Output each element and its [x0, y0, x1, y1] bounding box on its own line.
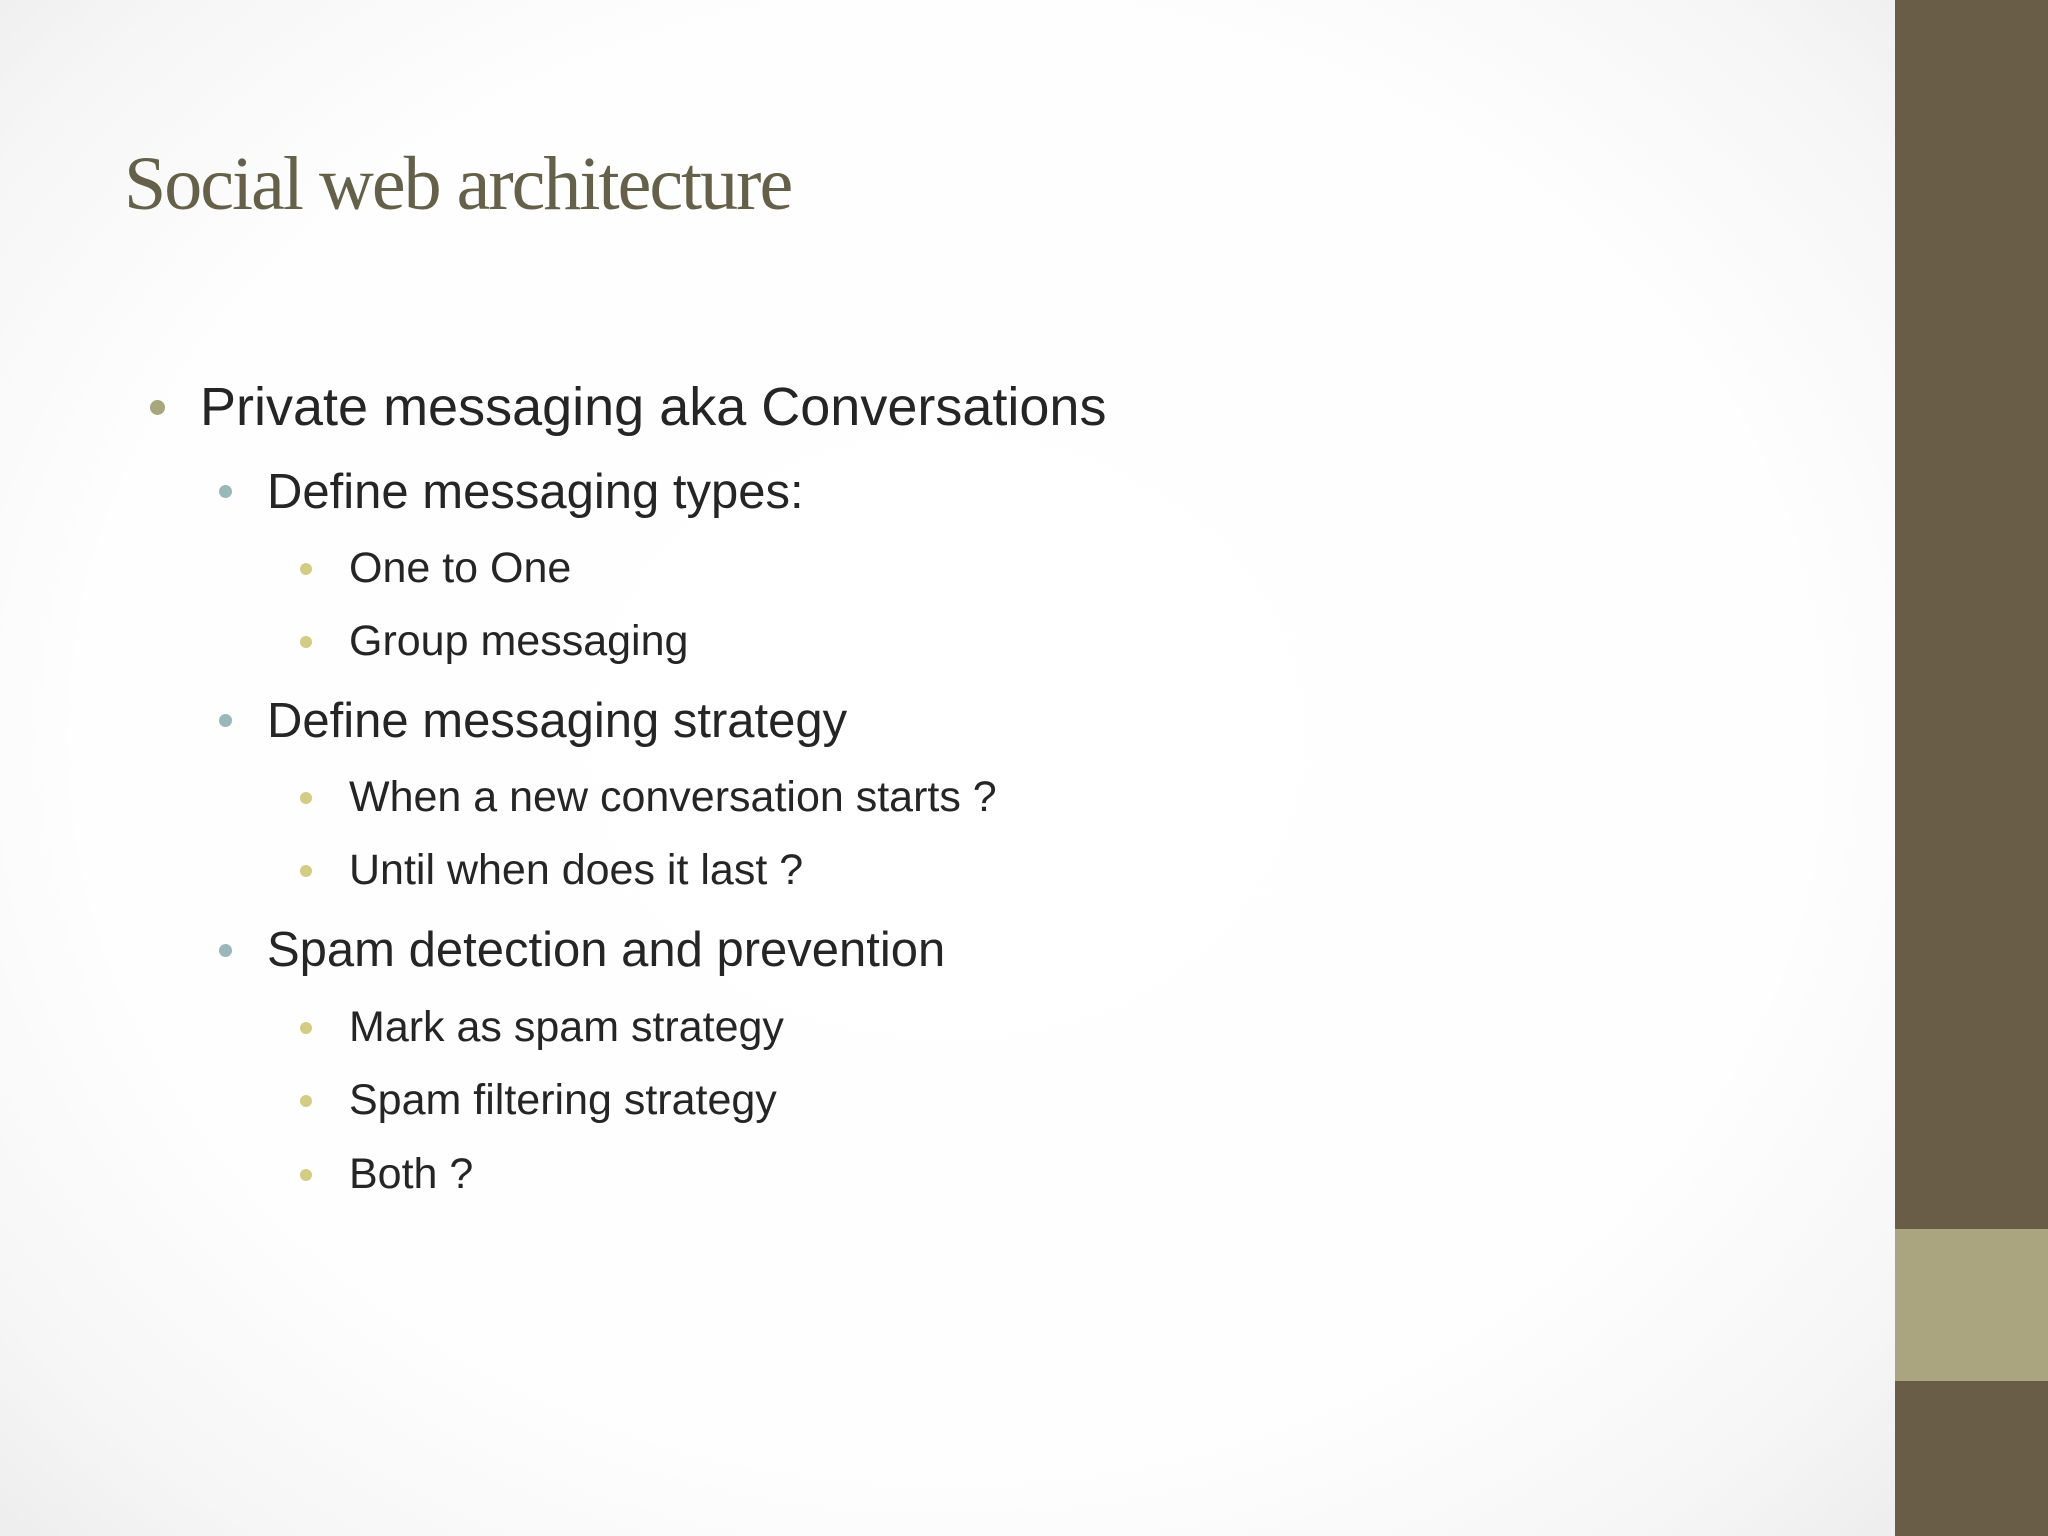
- bullet-dot: [300, 865, 312, 877]
- bullet-text-level3: Until when does it last ?: [349, 846, 804, 894]
- bullet-text-level3: Spam filtering strategy: [349, 1076, 777, 1124]
- bullet-dot: [150, 400, 165, 415]
- bullet-text-level2: Define messaging strategy: [267, 694, 848, 748]
- bullet-text-level1: Private messaging aka Conversations: [200, 377, 1107, 437]
- bullet-text-level3: Group messaging: [349, 617, 689, 665]
- bullet-text-level3: Both ?: [349, 1150, 474, 1198]
- bullet-dot: [219, 944, 232, 957]
- bullet-text-level3: When a new conversation starts ?: [349, 773, 997, 821]
- bullet-dot: [219, 485, 232, 498]
- bullet-dot: [300, 792, 312, 804]
- bullet-text-level3: Mark as spam strategy: [349, 1003, 784, 1051]
- bullet-dot: [219, 714, 232, 727]
- slide-title: Social web architecture: [124, 142, 792, 226]
- bullet-text-level2: Define messaging types:: [267, 465, 804, 519]
- bullet-text-level2: Spam detection and prevention: [267, 923, 946, 977]
- bullet-dot: [300, 1022, 312, 1034]
- bullet-dot: [300, 1169, 312, 1181]
- bullet-dot: [300, 636, 312, 648]
- bullet-text-level3: One to One: [349, 544, 572, 592]
- bullet-dot: [300, 563, 312, 575]
- decorative-side-accent: [1895, 1229, 2048, 1381]
- bullet-dot: [300, 1095, 312, 1107]
